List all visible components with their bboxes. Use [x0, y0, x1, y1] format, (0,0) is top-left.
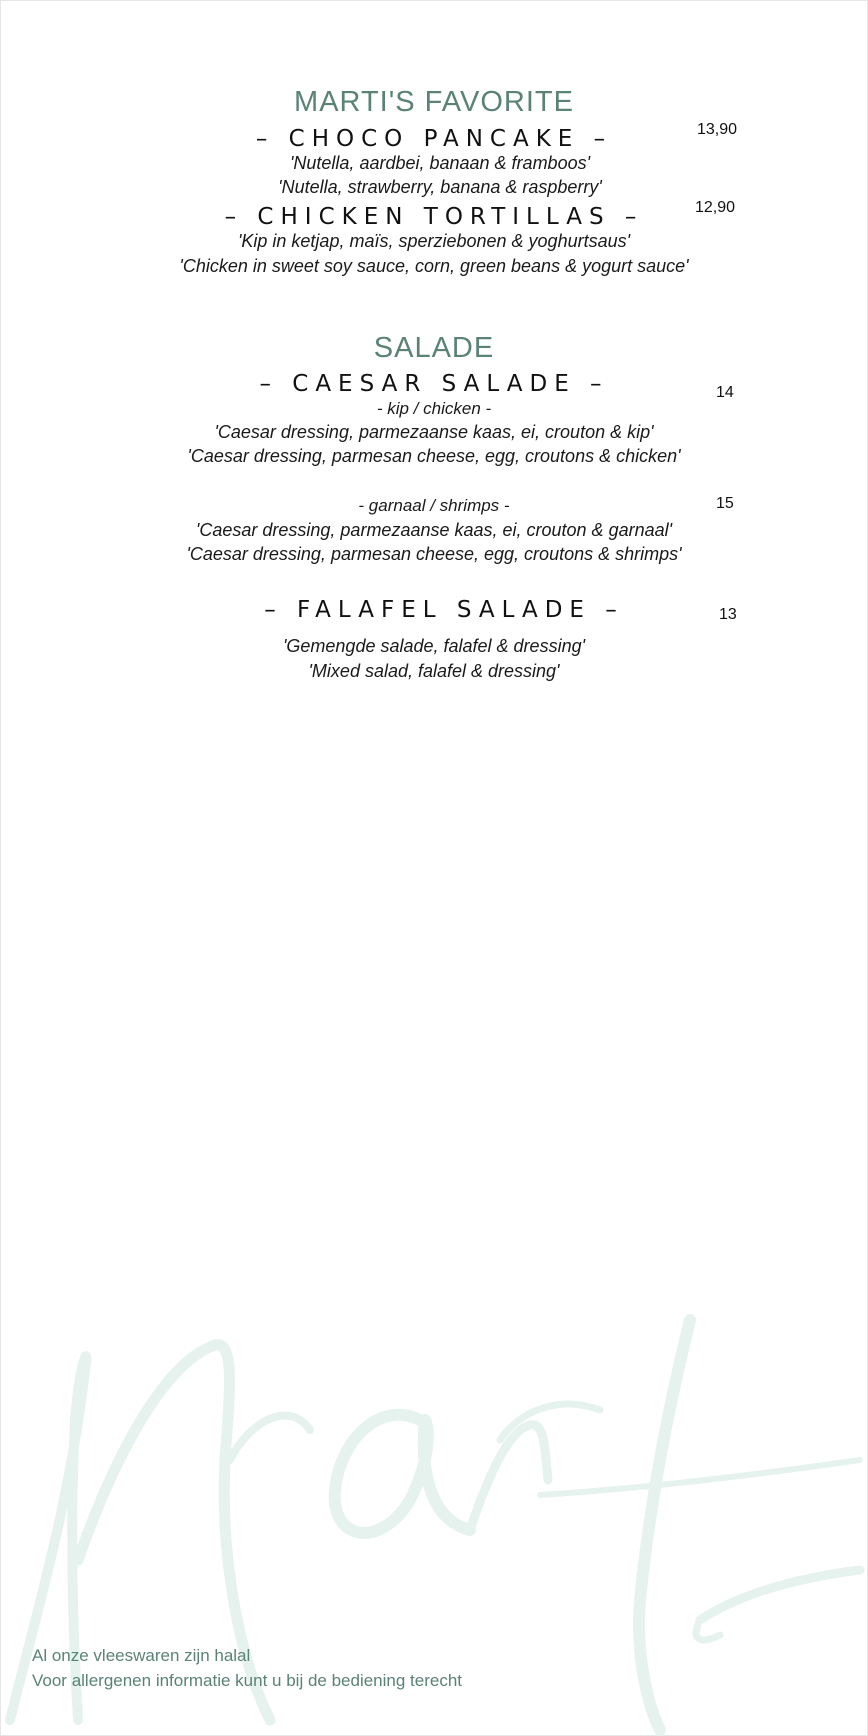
desc-nl-caesar-kip: 'Caesar dressing, parmezaanse kaas, ei, crouton & kip'	[214, 422, 654, 442]
price-chicken-tortillas: 12,90	[695, 199, 736, 216]
price-caesar-garnaal: 15	[716, 495, 734, 512]
dish-name-chicken-tortillas: – CHICKEN TORTILLAS –	[224, 204, 644, 230]
desc-nl-choco-pancake: 'Nutella, aardbei, banaan & framboos'	[289, 153, 591, 173]
footer-allergen-note: Voor allergenen informatie kunt u bij de bediening terecht	[32, 1671, 463, 1690]
dish-name-caesar-salade: – CAESAR SALADE –	[259, 371, 609, 397]
desc-en-chicken-tortillas: 'Chicken in sweet soy sauce, corn, green beans & yogurt sauce'	[179, 256, 689, 276]
desc-en-choco-pancake: 'Nutella, strawberry, banana & raspberry'	[278, 177, 602, 197]
price-falafel-salade: 13	[719, 606, 737, 623]
section-title-salade: SALADE	[373, 332, 495, 364]
variant-label-garnaal: - garnaal / shrimps -	[358, 496, 510, 515]
desc-nl-caesar-garnaal: 'Caesar dressing, parmezaanse kaas, ei, crouton & garnaal'	[195, 520, 673, 540]
variant-label-kip: - kip / chicken -	[376, 399, 492, 418]
footer-halal-note: Al onze vleeswaren zijn halal	[32, 1646, 251, 1665]
desc-en-caesar-garnaal: 'Caesar dressing, parmesan cheese, egg, croutons & shrimps'	[186, 544, 682, 564]
dish-name-choco-pancake: – CHOCO PANCAKE –	[255, 126, 613, 152]
price-choco-pancake: 13,90	[697, 121, 738, 138]
desc-en-falafel-salade: 'Mixed salad, falafel & dressing'	[308, 661, 560, 681]
price-caesar-kip: 14	[716, 384, 734, 401]
section-title-favorites: MARTI'S FAVORITE	[294, 86, 574, 118]
dish-name-falafel-salade: – FALAFEL SALADE –	[264, 597, 624, 623]
desc-en-caesar-kip: 'Caesar dressing, parmesan cheese, egg, croutons & chicken'	[187, 446, 681, 466]
desc-nl-chicken-tortillas: 'Kip in ketjap, maïs, sperziebonen & yoghurtsaus'	[237, 231, 631, 251]
desc-nl-falafel-salade: 'Gemengde salade, falafel & dressing'	[282, 636, 586, 656]
